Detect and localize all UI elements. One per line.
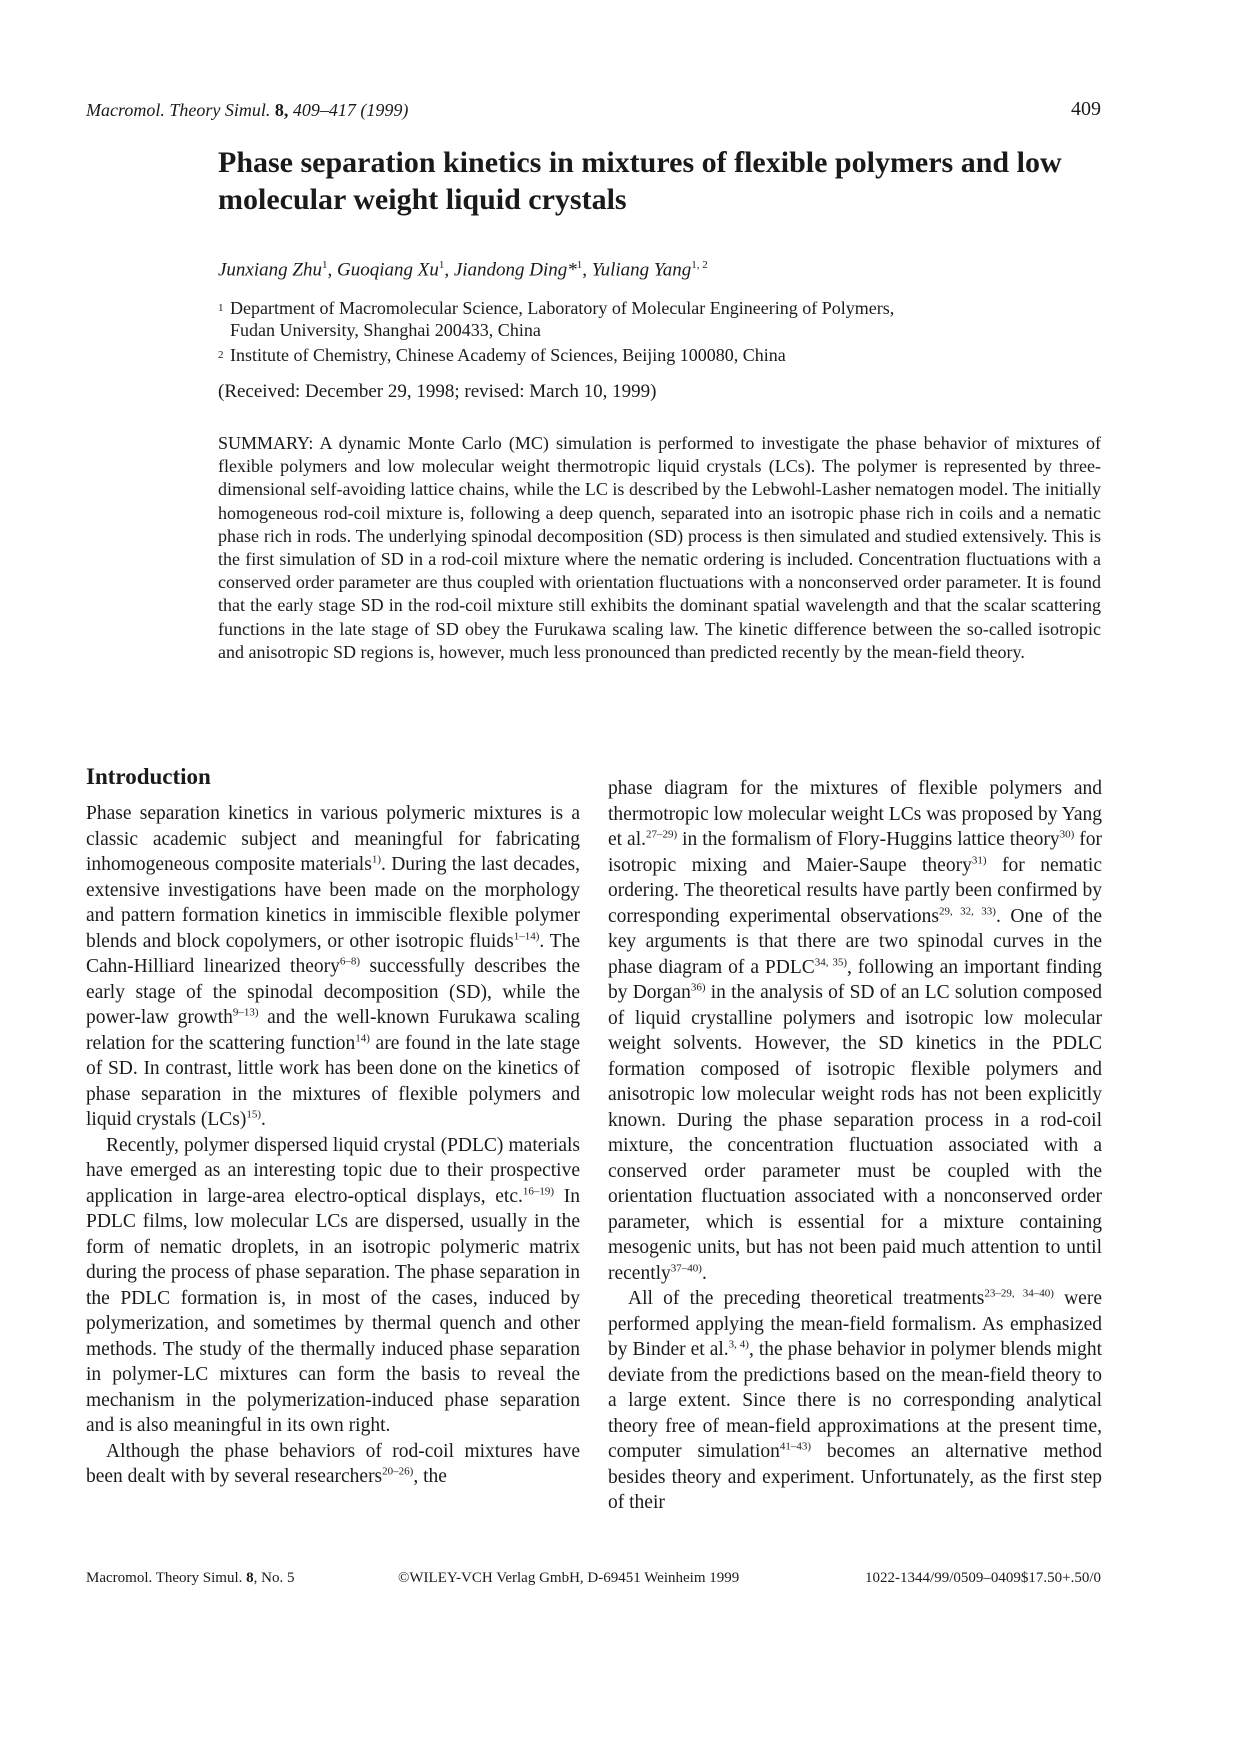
journal-volume: 8,: [274, 100, 289, 120]
citation-reference: 23–29, 34–40): [984, 1287, 1054, 1300]
paragraph-text: , following an important finding by Dorgan: [608, 956, 1102, 1003]
citation-reference: 36): [690, 981, 706, 994]
paragraph-text: are found in the late stage of SD. In contrast, little work has been done on the kinetics of phase separation in the mixtures of flexible polymers and liquid crystals (LCs): [86, 1032, 581, 1130]
section-heading: Introduction: [86, 764, 211, 789]
paragraph-text: Although the phase behaviors of rod-coil mixtures have been dealt with by several researchers: [86, 1440, 580, 1487]
page-number: 409: [1071, 98, 1101, 120]
footer-price-code: 1022-1344/99/0509–0409$17.50+.50/0: [865, 1570, 1101, 1586]
paragraph: [86, 801, 580, 1133]
author-affiliation-mark: 1: [321, 259, 328, 271]
paragraph-text: phase diagram for the mixtures of flexible polymers and thermotropic low molecular weight LCs was proposed by Yang et al.: [608, 778, 1102, 850]
affiliation-line: Fudan University, Shanghai 200433, China: [230, 320, 541, 340]
paragraph-text: . The Cahn-Hilliard linearized theory: [86, 930, 580, 977]
footer-copyright: ©WILEY-VCH Verlag GmbH, D-69451 Weinheim 1999: [398, 1570, 740, 1586]
citation-reference: 1–14): [513, 930, 540, 942]
citation-reference: 15): [246, 1108, 261, 1121]
citation-reference: 9–13): [232, 1006, 259, 1019]
paragraph: [86, 1133, 580, 1439]
citation-reference: 14): [355, 1032, 370, 1044]
author-name: Guoqiang Xu: [336, 259, 439, 281]
affiliation-line: Institute of Chemistry, Chinese Academy of Sciences, Beijing 100080, China: [230, 345, 786, 365]
paragraph-text: in the formalism of Flory-Huggins lattice theory: [677, 829, 1060, 850]
right-column: [608, 776, 1102, 1516]
paragraph-text: .: [701, 1262, 707, 1284]
author-affiliation-mark: 1: [576, 259, 583, 271]
summary: SUMMARY: A dynamic Monte Carlo (MC) simulation is performed to investigate the phase behavior of mixtures of flexible polymers and low molecular weight thermotropic liquid crystals (LCs). The polymer is represented by three-dimensional self-avoiding lattice chains, while the LC is described by the Lebwohl-Lasher nematogen model. The initially homogeneous rod-coil mixture is, following a deep quench, separated into an isotropic phase rich in coils and a nematic phase rich in rods. The underlying spinodal decomposition (SD) process is then simulated and studied extensively. This is the first simulation of SD in a rod-coil mixture where the nematic ordering is included. Concentration fluctuations with a conserved order parameter are thus coupled with orientation fluctuations with a nonconserved order parameter. It is found that the early stage SD in the rod-coil mixture still exhibits the dominant spatial wavelength and that the scalar scattering functions in the late stage of SD obey the Furukawa scaling law. The kinetic difference between the so-called isotropic and anisotropic SD regions is, however, much less pronounced than predicted recently by the mean-field theory.: [218, 433, 1101, 662]
paragraph-text: Phase separation kinetics in various polymeric mixtures is a classic academic subject and meaningful for fabricating inhomogeneous composite materials: [86, 803, 580, 875]
paragraph-text: .: [261, 1109, 266, 1130]
paragraph-text: were performed applying the mean-field formalism. As emphasized by Binder et al.: [608, 1288, 1102, 1360]
footer-volume: 8: [246, 1570, 254, 1586]
affiliation: [218, 297, 1098, 341]
affiliation-line: Department of Macromolecular Science, Laboratory of Molecular Engineering of Polymers,: [230, 298, 895, 318]
author-name: Jiandong Ding*: [453, 259, 577, 281]
article-title: Phase separation kinetics in mixtures of flexible polymers and low molecular weight liquid crystals: [218, 146, 1062, 216]
author-name: Junxiang Zhu: [218, 259, 322, 281]
citation-reference: 41–43): [779, 1440, 812, 1453]
paragraph-text: for isotropic mixing and Maier-Saupe theory: [608, 829, 1102, 876]
citation-reference: 31): [971, 854, 987, 866]
citation-reference: 29, 32, 33): [938, 905, 996, 917]
author-affiliation-mark: 1: [438, 259, 445, 271]
author-affiliation-mark: 1, 2: [691, 259, 708, 271]
affiliation-number: 2: [218, 349, 224, 361]
paragraph-text: in the analysis of SD of an LC solution composed of liquid crystalline polymers and isotropic low molecular weight solvents. However, the SD kinetics in the PDLC formation composed of isotropic flexible polymers and anisotropic low molecular weight rods has not been explicitly known. During the phase separation process in a rod-coil mixture, the concentration fluctuation associated with a conserved order parameter must be coupled with the orientation fluctuation associated with a nonconserved order parameter, which is essential for a mixture containing mesogenic units, but has not been paid much attention to until recently: [608, 982, 1102, 1284]
running-head: [86, 100, 408, 121]
citation-reference: 20–26): [382, 1465, 414, 1478]
paragraph-text: for nematic ordering. The theoretical results have partly been confirmed by corresponding experimental observations: [608, 854, 1102, 927]
footer-journal-name: Macromol. Theory Simul.: [86, 1570, 243, 1586]
paragraph: [86, 1439, 580, 1490]
paragraph-text: successfully describes the early stage of the spinodal decomposition (SD), while the power-law growth: [86, 956, 581, 1028]
journal-pages-year: 409–417 (1999): [292, 100, 409, 120]
paragraph-text: Recently, polymer dispersed liquid crystal (PDLC) materials have emerged as an interesting topic due to their prospective application in large-area electro-optical displays, etc.: [86, 1134, 580, 1207]
paragraph-text: In PDLC films, low molecular LCs are dispersed, usually in the form of nematic droplets, in an isotropic polymeric matrix during the process of phase separation. The phase separation in the PDLC formation is, in most of the cases, induced by polymerization, and sometimes by thermal quench and other methods. The study of the thermally induced phase separation in polymer-LC mixtures can form the basis to reveal the mechanism in the polymerization-induced phase separation and is also meaningful in its own right.: [86, 1185, 580, 1436]
author-name: Yuliang Yang: [591, 259, 692, 281]
paragraph: [608, 1286, 1102, 1516]
footer-issue: , No. 5: [253, 1570, 295, 1586]
citation-reference: 3, 4): [728, 1338, 749, 1351]
affiliation-number: 1: [218, 302, 224, 314]
received-dates: (Received: December 29, 1998; revised: March 10, 1999): [218, 381, 657, 402]
citation-reference: 6–8): [339, 955, 361, 968]
paragraph-text: . During the last decades, extensive investigations have been made on the morphology and pattern formation kinetics in immiscible flexible polymer blends and block copolymers, or other isotropic fluids: [86, 854, 580, 952]
citation-reference: 34, 35): [814, 956, 847, 968]
footer-journal: [86, 1570, 294, 1587]
citation-reference: 37–40): [670, 1262, 702, 1274]
paragraph: [608, 776, 1102, 1286]
citation-reference: 27–29): [646, 828, 678, 841]
citation-reference: 30): [1059, 828, 1075, 841]
author-list: Junxiang Zhu$^1$, Guoqiang Xu$^1$, Jiandong Ding*$^1$, Yuliang Yang$^{1, 2}$: [218, 259, 708, 281]
paragraph-text: All of the preceding theoretical treatments: [628, 1288, 985, 1309]
citation-reference: 1): [371, 853, 381, 866]
paragraph-text: , the phase behavior in polymer blends might deviate from the predictions based on the mean-field theory to a large extent. Since there is no corresponding analytical theory free of mean-field approximations at the present time, computer simulation: [608, 1339, 1102, 1462]
paragraph-text: . One of the key arguments is that there are two spinodal curves in the phase diagram of a PDLC: [608, 905, 1102, 978]
affiliation: [218, 344, 1098, 366]
paragraph-text: and the well-known Furukawa scaling relation for the scattering function: [86, 1007, 580, 1054]
journal-name: Macromol. Theory Simul.: [86, 100, 271, 120]
paragraph-text: becomes an alternative method besides theory and experiment. Unfortunately, as the first step of their: [608, 1441, 1102, 1513]
left-column: [86, 801, 580, 1490]
paragraph-text: , the: [413, 1466, 447, 1487]
citation-reference: 16–19): [522, 1185, 555, 1197]
